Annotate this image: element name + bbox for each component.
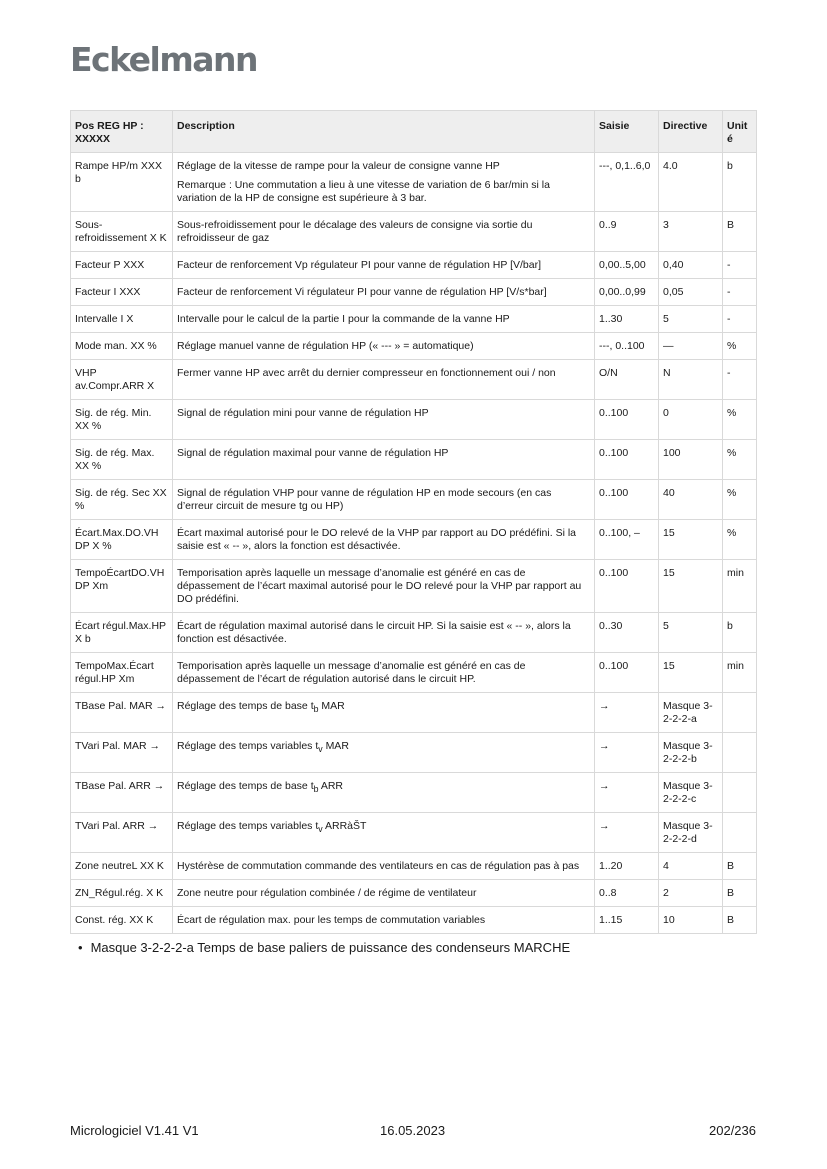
- description-suffix: ARRàŠT: [324, 820, 367, 832]
- cell-unite: B: [723, 907, 757, 934]
- cell-directive: 0: [659, 400, 723, 440]
- cell-pos: Sig. de rég. Max. XX %: [71, 440, 173, 480]
- table-row: [71, 440, 757, 480]
- description-text: Facteur de renforcement Vp régulateur PI pour vanne de régulation HP [V/bar]: [177, 259, 542, 271]
- description-text: Signal de régulation maximal pour vanne de régulation HP: [177, 447, 449, 459]
- cell-unite: b: [723, 153, 757, 212]
- cell-directive: 4: [659, 853, 723, 880]
- cell-unite: [723, 693, 757, 733]
- cell-directive: —: [659, 333, 723, 360]
- parameter-table: [70, 110, 757, 934]
- time-symbol: t: [310, 700, 314, 712]
- cell-unite: B: [723, 212, 757, 252]
- cell-description: [173, 907, 595, 934]
- cell-unite: min: [723, 560, 757, 613]
- description-text: Réglage des temps de base: [177, 780, 308, 792]
- time-symbol: t: [315, 740, 319, 752]
- cell-saisie: 1..30: [595, 306, 659, 333]
- cell-directive: 5: [659, 306, 723, 333]
- time-subscript: v: [318, 824, 323, 835]
- description-text: Facteur de renforcement Vi régulateur PI pour vanne de régulation HP [V/s*bar]: [177, 286, 547, 298]
- description-suffix: ARR: [320, 780, 343, 792]
- cell-pos: TBase Pal. MAR →: [71, 693, 173, 733]
- table-row: [71, 252, 757, 279]
- cell-description: [173, 480, 595, 520]
- cell-unite: %: [723, 440, 757, 480]
- description-text: Hystérèse de commutation commande des ventilateurs en cas de régulation pas à pas: [177, 860, 580, 872]
- cell-pos: Facteur I XXX: [71, 279, 173, 306]
- cell-directive: Masque 3-2-2-2-c: [659, 773, 723, 813]
- cell-pos: Sous-refroidissement X K: [71, 212, 173, 252]
- table-row: [71, 880, 757, 907]
- cell-description: [173, 653, 595, 693]
- footer-firmware: Micrologiciel V1.41 V1: [70, 1123, 199, 1138]
- cell-directive: Masque 3-2-2-2-b: [659, 733, 723, 773]
- cell-pos: Rampe HP/m XXX b: [71, 153, 173, 212]
- cell-unite: B: [723, 880, 757, 907]
- cell-directive: 100: [659, 440, 723, 480]
- table-row: [71, 520, 757, 560]
- cell-saisie: 0..30: [595, 613, 659, 653]
- cell-saisie: 0..100, –: [595, 520, 659, 560]
- cell-saisie: ---, 0,1..6,0: [595, 153, 659, 212]
- header-directive: Directive: [659, 111, 723, 153]
- cell-pos: Zone neutreL XX K: [71, 853, 173, 880]
- cell-description: [173, 733, 595, 773]
- cell-directive: 3: [659, 212, 723, 252]
- description-text: Réglage manuel vanne de régulation HP (« --- » = automatique): [177, 340, 474, 352]
- cell-saisie: →: [595, 733, 659, 773]
- cell-unite: %: [723, 400, 757, 440]
- cell-directive: 40: [659, 480, 723, 520]
- table-row: [71, 480, 757, 520]
- cell-saisie: O/N: [595, 360, 659, 400]
- table-row: [71, 279, 757, 306]
- cell-description: [173, 252, 595, 279]
- cell-pos: VHP av.Compr.ARR X: [71, 360, 173, 400]
- cell-pos: TempoÉcartDO.VH DP Xm: [71, 560, 173, 613]
- cell-saisie: 0..8: [595, 880, 659, 907]
- cell-description: [173, 813, 595, 853]
- table-row: [71, 400, 757, 440]
- cell-description: [173, 880, 595, 907]
- cell-saisie: →: [595, 693, 659, 733]
- table-row: [71, 693, 757, 733]
- cell-pos: TempoMax.Écart régul.HP Xm: [71, 653, 173, 693]
- time-symbol: t: [315, 820, 319, 832]
- cell-pos: Const. rég. XX K: [71, 907, 173, 934]
- cell-unite: [723, 813, 757, 853]
- cell-saisie: 0,00..0,99: [595, 279, 659, 306]
- cell-description: [173, 853, 595, 880]
- table-row: [71, 773, 757, 813]
- description-text: Écart de régulation maximal autorisé dans le circuit HP. Si la saisie est « -- », alors la fonction est désactivée.: [177, 620, 571, 645]
- cell-saisie: 0,00..5,00: [595, 252, 659, 279]
- cell-directive: 0,05: [659, 279, 723, 306]
- description-text: Signal de régulation mini pour vanne de régulation HP: [177, 407, 429, 419]
- table-row: [71, 360, 757, 400]
- description-suffix: MAR: [321, 700, 345, 712]
- cell-description: [173, 440, 595, 480]
- footer-page-number: 202/236: [709, 1123, 756, 1138]
- cell-unite: [723, 733, 757, 773]
- cell-pos: Sig. de rég. Sec XX %: [71, 480, 173, 520]
- table-row: [71, 613, 757, 653]
- cell-description: [173, 613, 595, 653]
- cell-directive: 0,40: [659, 252, 723, 279]
- cell-saisie: 0..100: [595, 480, 659, 520]
- header-saisie: Saisie: [595, 111, 659, 153]
- header-description: Description: [173, 111, 595, 153]
- cell-directive: 15: [659, 520, 723, 560]
- description-text: Temporisation après laquelle un message d’anomalie est généré en cas de dépassement de l’écart de régulation autorisé dans le circuit HP.: [177, 660, 526, 685]
- cell-unite: %: [723, 520, 757, 560]
- table-row: [71, 306, 757, 333]
- time-subscript: b: [313, 704, 319, 715]
- cell-saisie: 0..100: [595, 440, 659, 480]
- table-row: [71, 153, 757, 212]
- cell-description: [173, 560, 595, 613]
- description-text: Intervalle pour le calcul de la partie I pour la commande de la vanne HP: [177, 313, 510, 325]
- cell-unite: -: [723, 279, 757, 306]
- cell-description: [173, 520, 595, 560]
- header-pos: Pos REG HP : XXXXX: [71, 111, 173, 153]
- cell-directive: 4.0: [659, 153, 723, 212]
- cell-unite: b: [723, 613, 757, 653]
- cell-pos: Facteur P XXX: [71, 252, 173, 279]
- description-text: Écart maximal autorisé pour le DO relevé de la VHP par rapport au DO prédéfini. Si la saisie est « -- », alors la fonction est désactivée.: [177, 527, 576, 552]
- cell-pos: Intervalle I X: [71, 306, 173, 333]
- cell-directive: N: [659, 360, 723, 400]
- cell-unite: -: [723, 252, 757, 279]
- cell-description: [173, 773, 595, 813]
- table-row: [71, 653, 757, 693]
- description-text: Sous-refroidissement pour le décalage des valeurs de consigne via sortie du refroidisseur de gaz: [177, 219, 533, 244]
- description-text: Réglage des temps variables: [177, 740, 313, 752]
- cell-directive: Masque 3-2-2-2-a: [659, 693, 723, 733]
- cell-description: [173, 693, 595, 733]
- table-row: [71, 333, 757, 360]
- company-logo: Eckelmann: [70, 40, 257, 79]
- cell-directive: 2: [659, 880, 723, 907]
- cell-directive: Masque 3-2-2-2-d: [659, 813, 723, 853]
- cell-saisie: →: [595, 773, 659, 813]
- cell-description: [173, 360, 595, 400]
- time-subscript: v: [318, 744, 323, 755]
- cell-directive: 5: [659, 613, 723, 653]
- cell-saisie: 0..100: [595, 560, 659, 613]
- cell-description: [173, 333, 595, 360]
- cell-saisie: 0..100: [595, 400, 659, 440]
- bullet-text: Masque 3-2-2-2-a Temps de base paliers de puissance des condenseurs MARCHE: [90, 940, 571, 955]
- description-text: Écart de régulation max. pour les temps de commutation variables: [177, 914, 486, 926]
- bullet-mark: •: [78, 940, 83, 955]
- cell-unite: B: [723, 853, 757, 880]
- description-text: Signal de régulation VHP pour vanne de régulation HP en mode secours (en cas d’erreur circuit de mesure tg ou HP): [177, 487, 552, 512]
- bullet-item: [78, 940, 570, 955]
- cell-pos: TVari Pal. ARR →: [71, 813, 173, 853]
- cell-pos: Écart.Max.DO.VH DP X %: [71, 520, 173, 560]
- time-subscript: b: [313, 784, 319, 795]
- description-text: Temporisation après laquelle un message d’anomalie est généré en cas de dépassement de l’écart maximal autorisé pour le DO relevé pour la VHP par rapport au DO prédéfini.: [177, 567, 582, 605]
- cell-description: [173, 306, 595, 333]
- table-row: [71, 212, 757, 252]
- cell-saisie: ---, 0..100: [595, 333, 659, 360]
- cell-pos: Mode man. XX %: [71, 333, 173, 360]
- table-row: [71, 560, 757, 613]
- footer-date: 16.05.2023: [380, 1123, 446, 1138]
- cell-unite: %: [723, 480, 757, 520]
- cell-saisie: 1..20: [595, 853, 659, 880]
- table-row: [71, 733, 757, 773]
- cell-pos: TBase Pal. ARR →: [71, 773, 173, 813]
- cell-pos: Sig. de rég. Min. XX %: [71, 400, 173, 440]
- description-text: Réglage de la vitesse de rampe pour la valeur de consigne vanne HP: [177, 160, 500, 172]
- cell-description: [173, 212, 595, 252]
- table-row: [71, 907, 757, 934]
- cell-saisie: 0..9: [595, 212, 659, 252]
- table-row: [71, 813, 757, 853]
- cell-directive: 15: [659, 653, 723, 693]
- description-text: Fermer vanne HP avec arrêt du dernier compresseur en fonctionnement oui / non: [177, 367, 556, 379]
- time-symbol: t: [310, 780, 314, 792]
- cell-pos: ZN_Régul.rég. X K: [71, 880, 173, 907]
- cell-saisie: →: [595, 813, 659, 853]
- description-remark: Remarque : Une commutation a lieu à une vitesse de variation de 6 bar/min si la variation de la HP de consigne est supérieure à 3 bar.: [177, 179, 550, 204]
- table-row: [71, 853, 757, 880]
- description-text: Réglage des temps de base: [177, 700, 308, 712]
- cell-saisie: 0..100: [595, 653, 659, 693]
- cell-unite: -: [723, 306, 757, 333]
- description-text: Zone neutre pour régulation combinée / de régime de ventilateur: [177, 887, 477, 899]
- cell-unite: -: [723, 360, 757, 400]
- table-header-row: [71, 111, 757, 153]
- cell-directive: 10: [659, 907, 723, 934]
- cell-pos: Écart régul.Max.HP X b: [71, 613, 173, 653]
- header-unite: Unit é: [723, 111, 757, 153]
- description-text: Réglage des temps variables: [177, 820, 313, 832]
- cell-pos: TVari Pal. MAR →: [71, 733, 173, 773]
- cell-unite: min: [723, 653, 757, 693]
- cell-description: [173, 279, 595, 306]
- cell-directive: 15: [659, 560, 723, 613]
- cell-unite: %: [723, 333, 757, 360]
- cell-description: [173, 400, 595, 440]
- cell-saisie: 1..15: [595, 907, 659, 934]
- cell-description: [173, 153, 595, 212]
- cell-unite: [723, 773, 757, 813]
- description-suffix: MAR: [325, 740, 349, 752]
